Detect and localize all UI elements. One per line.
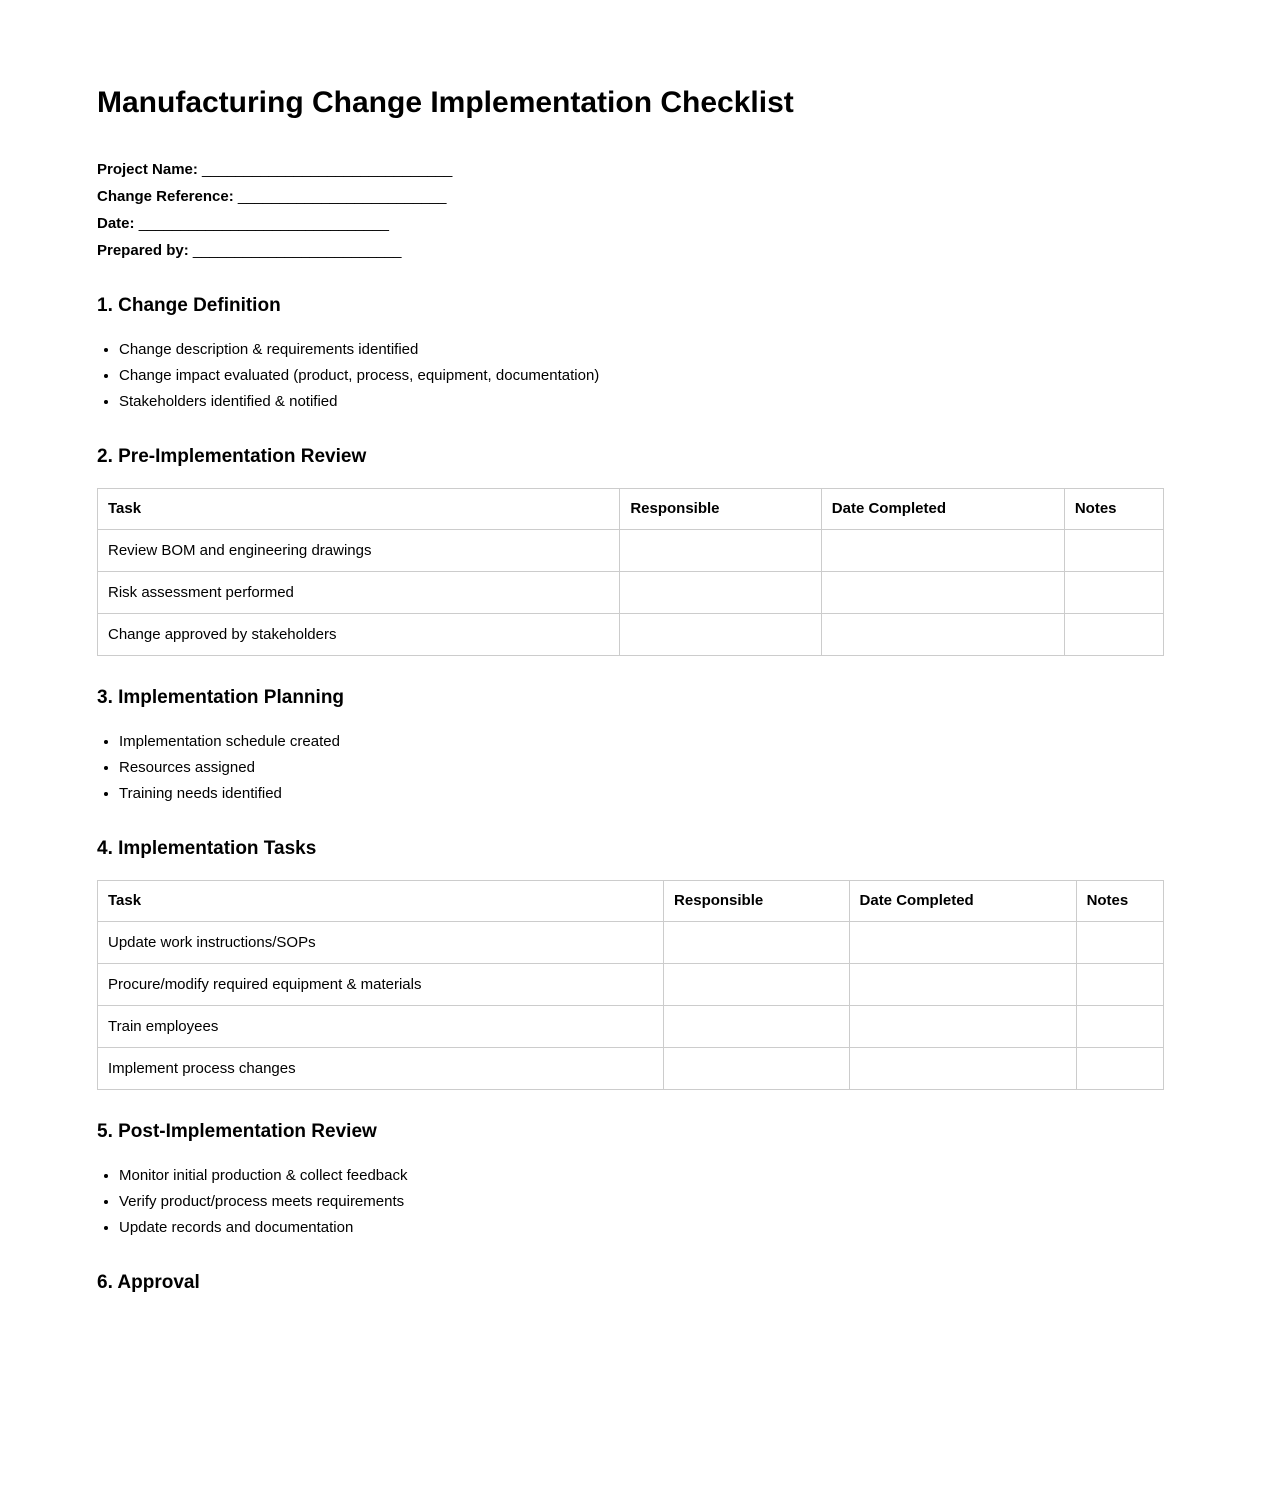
field-project-name	[97, 156, 1164, 183]
list-item: • Stakeholders identified & notified	[119, 389, 1164, 415]
date-completed-cell	[849, 964, 1076, 1006]
column-header-task: Task	[98, 489, 620, 530]
section-heading-pre-implementation-review: 2. Pre-Implementation Review	[97, 446, 367, 467]
list-item: • Change impact evaluated (product, process, equipment, documentation)	[119, 363, 1164, 389]
notes-cell	[1076, 1006, 1163, 1048]
change-definition-list	[97, 337, 1164, 415]
table-row	[98, 530, 1164, 572]
implementation-tasks-table	[97, 880, 1164, 1090]
column-header-date-completed: Date Completed	[849, 881, 1076, 922]
list-item: • Implementation schedule created	[119, 729, 1164, 755]
responsible-cell	[664, 1048, 849, 1090]
field-project-name-label: Project Name:	[97, 161, 198, 178]
task-cell: Update work instructions/SOPs	[98, 922, 664, 964]
list-item: • Change description & requirements identified	[119, 337, 1164, 363]
date-completed-cell	[849, 1006, 1076, 1048]
field-date	[97, 210, 1164, 237]
list-item: • Resources assigned	[119, 755, 1164, 781]
implementation-planning-list	[97, 729, 1164, 807]
page-title: Manufacturing Change Implementation Checklist	[97, 86, 794, 119]
section-approval	[97, 1271, 1164, 1294]
section-heading-approval: 6. Approval	[97, 1272, 200, 1293]
section-post-implementation-review	[97, 1120, 1164, 1241]
column-header-responsible: Responsible	[664, 881, 849, 922]
table-row	[98, 1006, 1164, 1048]
task-cell: Change approved by stakeholders	[98, 614, 620, 656]
task-cell: Implement process changes	[98, 1048, 664, 1090]
field-prepared-by	[97, 237, 1164, 264]
responsible-cell	[664, 922, 849, 964]
table-row	[98, 614, 1164, 656]
field-prepared-by-blank: _________________________	[192, 242, 402, 259]
section-pre-implementation-review	[97, 445, 1164, 656]
section-implementation-planning	[97, 686, 1164, 807]
notes-cell	[1076, 1048, 1163, 1090]
section-heading-implementation-planning: 3. Implementation Planning	[97, 687, 345, 708]
table-header-row	[98, 489, 1164, 530]
section-heading-post-implementation-review: 5. Post-Implementation Review	[97, 1121, 377, 1142]
pre-implementation-table	[97, 488, 1164, 656]
date-completed-cell	[849, 1048, 1076, 1090]
notes-cell	[1064, 530, 1163, 572]
section-implementation-tasks	[97, 837, 1164, 1090]
column-header-responsible: Responsible	[620, 489, 821, 530]
list-item: • Verify product/process meets requirements	[119, 1189, 1164, 1215]
notes-cell	[1064, 614, 1163, 656]
date-completed-cell	[821, 530, 1064, 572]
task-cell: Review BOM and engineering drawings	[98, 530, 620, 572]
task-cell: Risk assessment performed	[98, 572, 620, 614]
responsible-cell	[620, 572, 821, 614]
field-prepared-by-label: Prepared by:	[97, 242, 189, 259]
table-row	[98, 922, 1164, 964]
notes-cell	[1076, 964, 1163, 1006]
section-heading-implementation-tasks: 4. Implementation Tasks	[97, 838, 317, 859]
field-change-reference-blank: _________________________	[237, 188, 447, 205]
column-header-notes: Notes	[1064, 489, 1163, 530]
list-item: • Monitor initial production & collect feedback	[119, 1163, 1164, 1189]
field-date-blank: ______________________________	[138, 215, 389, 232]
task-cell: Procure/modify required equipment & materials	[98, 964, 664, 1006]
responsible-cell	[664, 1006, 849, 1048]
table-row	[98, 1048, 1164, 1090]
date-completed-cell	[821, 572, 1064, 614]
column-header-task: Task	[98, 881, 664, 922]
list-item: • Training needs identified	[119, 781, 1164, 807]
table-row	[98, 964, 1164, 1006]
responsible-cell	[620, 530, 821, 572]
field-change-reference-label: Change Reference:	[97, 188, 234, 205]
responsible-cell	[664, 964, 849, 1006]
section-change-definition	[97, 294, 1164, 415]
field-project-name-blank: ______________________________	[202, 161, 453, 178]
date-completed-cell	[821, 614, 1064, 656]
table-row	[98, 572, 1164, 614]
post-implementation-review-list	[97, 1163, 1164, 1241]
field-change-reference	[97, 183, 1164, 210]
notes-cell	[1076, 922, 1163, 964]
column-header-notes: Notes	[1076, 881, 1163, 922]
column-header-date-completed: Date Completed	[821, 489, 1064, 530]
field-date-label: Date:	[97, 215, 135, 232]
table-header-row	[98, 881, 1164, 922]
list-item: • Update records and documentation	[119, 1215, 1164, 1241]
date-completed-cell	[849, 922, 1076, 964]
section-heading-change-definition: 1. Change Definition	[97, 295, 281, 316]
task-cell: Train employees	[98, 1006, 664, 1048]
header-fields	[97, 156, 1164, 264]
notes-cell	[1064, 572, 1163, 614]
responsible-cell	[620, 614, 821, 656]
